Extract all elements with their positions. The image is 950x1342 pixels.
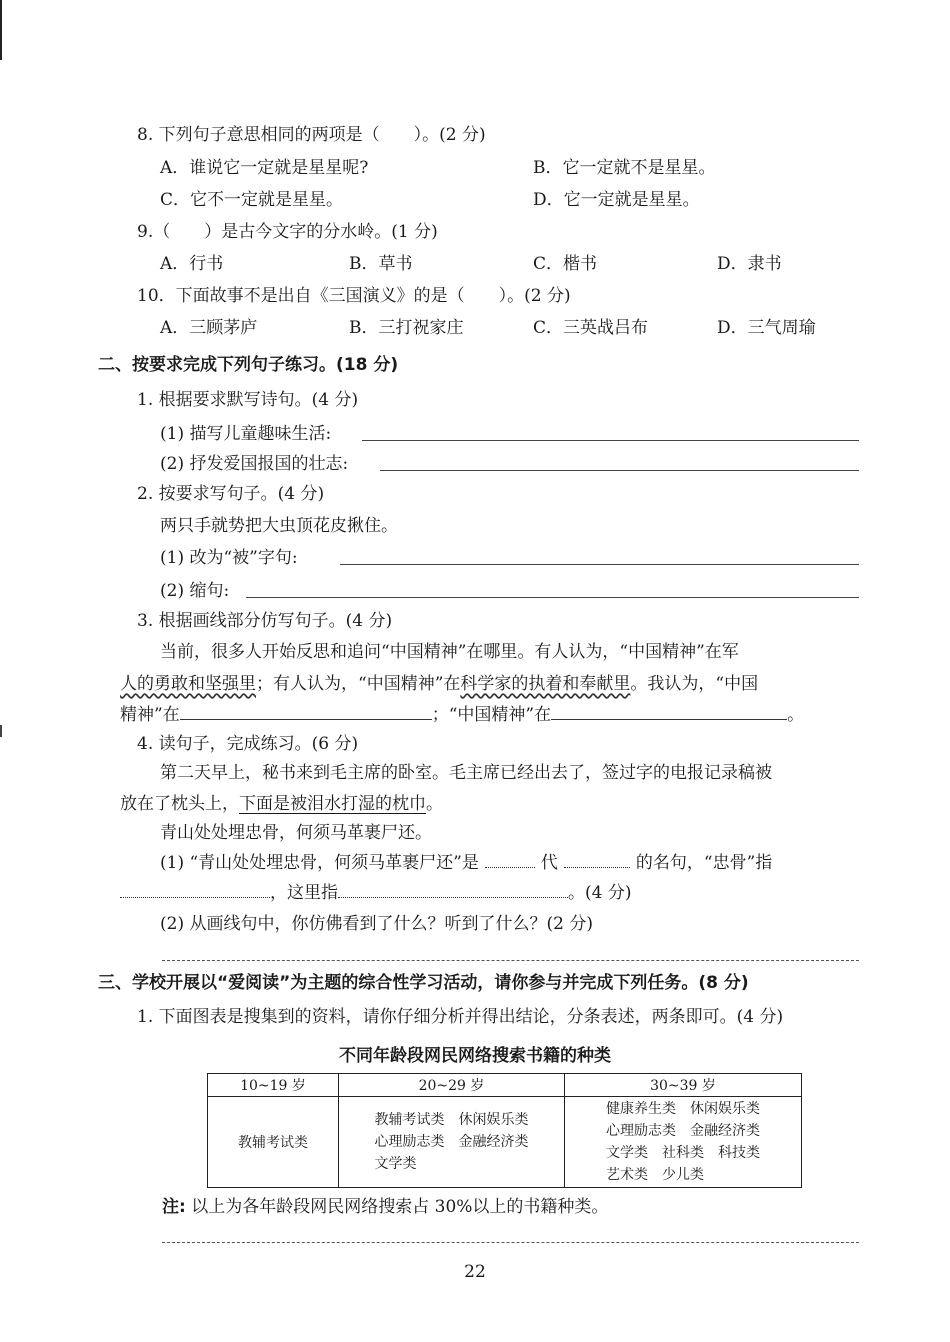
s2-q2-sub2-answer-line[interactable] bbox=[246, 597, 859, 598]
section-3-title: 三、学校开展以“爱阅读”为主题的综合性学习活动，请你参与并完成下列任务。(8 分) bbox=[98, 973, 749, 993]
q10-option-d: D．三气周瑜 bbox=[717, 318, 816, 338]
s2-q3-line2-end: 。我认为，“中国 bbox=[630, 674, 759, 694]
table-note bbox=[162, 1196, 608, 1218]
q9-option-d: D．隶书 bbox=[717, 254, 782, 274]
s2-q4-passage-line2 bbox=[120, 793, 443, 815]
s2-q4-blank-here[interactable] bbox=[338, 883, 568, 898]
q10-option-a: A．三顾茅庐 bbox=[160, 318, 258, 338]
s2-q4-blank-dynasty[interactable] bbox=[485, 853, 535, 868]
s2-q4-stem: 4. 读句子，完成练习。(6 分) bbox=[137, 734, 359, 754]
book-types-table bbox=[207, 1073, 802, 1188]
s2-q4-line2-a: 放在了枕头上， bbox=[120, 794, 239, 814]
table-row bbox=[208, 1097, 802, 1188]
cell-30-39-line-3: 文学类 社科类 科技类 bbox=[606, 1145, 760, 1161]
s2-q3-line3-a: 精神”在 bbox=[120, 705, 180, 725]
q10-option-c: C．三英战吕布 bbox=[533, 318, 649, 338]
cell-30-39-line-1: 健康养生类 休闲娱乐类 bbox=[606, 1101, 760, 1117]
page-edge-mark bbox=[0, 0, 2, 60]
table-cell-30-39 bbox=[565, 1097, 802, 1188]
s2-q4-blank-author[interactable] bbox=[564, 853, 630, 868]
s2-q4-poem: 青山处处埋忠骨，何须马革裹尸还。 bbox=[160, 823, 432, 843]
q8-option-d: D．它一定就是星星。 bbox=[533, 190, 700, 210]
s2-q4-underlined-sentence: 下面是被泪水打湿的枕巾 bbox=[239, 794, 426, 814]
table-header-20-29: 20~29 岁 bbox=[339, 1074, 565, 1097]
s2-q3-line2-mid: ；有人认为，“中国精神”在 bbox=[256, 674, 461, 694]
s2-q3-stem: 3. 根据画线部分仿写句子。(4 分) bbox=[137, 611, 393, 631]
s2-q3-passage-line3 bbox=[120, 704, 804, 726]
page-edge-tick bbox=[0, 725, 2, 737]
cell-20-29-line-2: 心理励志类 金融经济类 bbox=[374, 1134, 529, 1150]
s2-q3-wavy-underline-2: 科学家的执着和奉献里 bbox=[460, 674, 631, 694]
q8-stem: 8. 下列句子意思相同的两项是（ ）。(2 分) bbox=[137, 125, 486, 145]
cell-20-29-line-1: 教辅考试类 休闲娱乐类 bbox=[374, 1112, 529, 1128]
cell-10-19-line-1: 教辅考试类 bbox=[238, 1135, 308, 1151]
q10-stem: 10．下面故事不是出自《三国演义》的是（ ）。(2 分) bbox=[137, 286, 571, 306]
section-2-title: 二、按要求完成下列句子练习。(18 分) bbox=[98, 355, 399, 375]
table-header-30-39: 30~39 岁 bbox=[565, 1074, 802, 1097]
s2-q4-sub1-b: 代 bbox=[540, 853, 558, 873]
q8-option-a: A．谁说它一定就是星星呢? bbox=[160, 158, 369, 178]
s2-q3-line3-end: 。 bbox=[787, 705, 805, 725]
s3-q1-answer-line[interactable] bbox=[162, 1242, 859, 1243]
s2-q3-blank-2[interactable] bbox=[551, 705, 787, 720]
s2-q1-sub2-answer-line[interactable] bbox=[380, 470, 859, 471]
s2-q3-blank-1[interactable] bbox=[180, 705, 432, 720]
q8-option-c: C．它不一定就是星星。 bbox=[160, 190, 344, 210]
s3-q1-stem: 1. 下面图表是搜集到的资料，请你仔细分析并得出结论，分条表述，两条即可。(4 分) bbox=[137, 1007, 784, 1027]
cell-30-39-line-4: 艺术类 少儿类 bbox=[606, 1167, 704, 1183]
s2-q4-sub1-d: ，这里指 bbox=[270, 883, 338, 903]
q9-stem: 9.（ ）是古今文字的分水岭。(1 分) bbox=[137, 222, 438, 242]
s2-q1-sub2: (2) 抒发爱国报国的壮志: bbox=[160, 454, 349, 474]
q9-option-a: A．行书 bbox=[160, 254, 224, 274]
s2-q3-passage-line2 bbox=[120, 673, 758, 695]
s2-q4-passage-line1: 第二天早上，秘书来到毛主席的卧室。毛主席已经出去了，签过字的电报记录稿被 bbox=[160, 763, 772, 783]
s2-q1-stem: 1. 根据要求默写诗句。(4 分) bbox=[137, 390, 359, 410]
s2-q3-wavy-underline-1: 人的勇敢和坚强里 bbox=[120, 674, 256, 694]
s2-q3-line3-b: ；“中国精神”在 bbox=[431, 705, 552, 725]
page-number: 22 bbox=[464, 1262, 486, 1282]
table-header-10-19: 10~19 岁 bbox=[208, 1074, 339, 1097]
s2-q2-stem: 2. 按要求写句子。(4 分) bbox=[137, 484, 325, 504]
table-title: 不同年龄段网民网络搜索书籍的种类 bbox=[339, 1046, 611, 1066]
s2-q4-line2-end: 。 bbox=[426, 794, 443, 814]
s2-q4-sub1-e: 。(4 分) bbox=[568, 883, 632, 903]
s2-q3-passage-line1: 当前，很多人开始反思和追问“中国精神”在哪里。有人认为，“中国精神”在军 bbox=[160, 642, 739, 662]
s2-q4-sub2-answer-line[interactable] bbox=[162, 960, 859, 961]
s2-q2-sub2: (2) 缩句: bbox=[160, 581, 230, 601]
q8-option-b: B．它一定就不是星星。 bbox=[533, 158, 716, 178]
table-note-text: 以上为各年龄段网民网络搜索占 30%以上的书籍种类。 bbox=[191, 1197, 609, 1217]
s2-q4-sub1-line1 bbox=[160, 852, 772, 874]
s2-q2-sentence: 两只手就势把大虫顶花皮揪住。 bbox=[160, 516, 398, 536]
s2-q4-blank-zhonggu[interactable] bbox=[120, 883, 270, 898]
s2-q4-sub1-c: 的名句，“忠骨”指 bbox=[635, 853, 773, 873]
q10-option-b: B．三打祝家庄 bbox=[349, 318, 464, 338]
s2-q2-sub1-answer-line[interactable] bbox=[340, 564, 859, 565]
cell-20-29-line-3: 文学类 bbox=[374, 1156, 417, 1172]
cell-30-39-line-2: 心理励志类 金融经济类 bbox=[606, 1123, 760, 1139]
s2-q4-sub2: (2) 从画线句中，你仿佛看到了什么？听到了什么？(2 分) bbox=[160, 914, 593, 934]
table-cell-20-29 bbox=[339, 1097, 565, 1188]
q9-option-c: C．楷书 bbox=[533, 254, 598, 274]
s2-q1-sub1: (1) 描写儿童趣味生活: bbox=[160, 424, 332, 444]
table-header-row bbox=[208, 1074, 802, 1097]
s2-q2-sub1: (1) 改为“被”字句: bbox=[160, 548, 298, 568]
s2-q4-sub1-line2 bbox=[120, 882, 631, 904]
q9-option-b: B．草书 bbox=[349, 254, 413, 274]
table-note-label: 注: bbox=[162, 1197, 186, 1217]
table-cell-10-19 bbox=[208, 1097, 339, 1188]
s2-q1-sub1-answer-line[interactable] bbox=[362, 440, 859, 441]
s2-q4-sub1-a: (1) “青山处处埋忠骨，何须马革裹尸还”是 bbox=[160, 853, 479, 873]
